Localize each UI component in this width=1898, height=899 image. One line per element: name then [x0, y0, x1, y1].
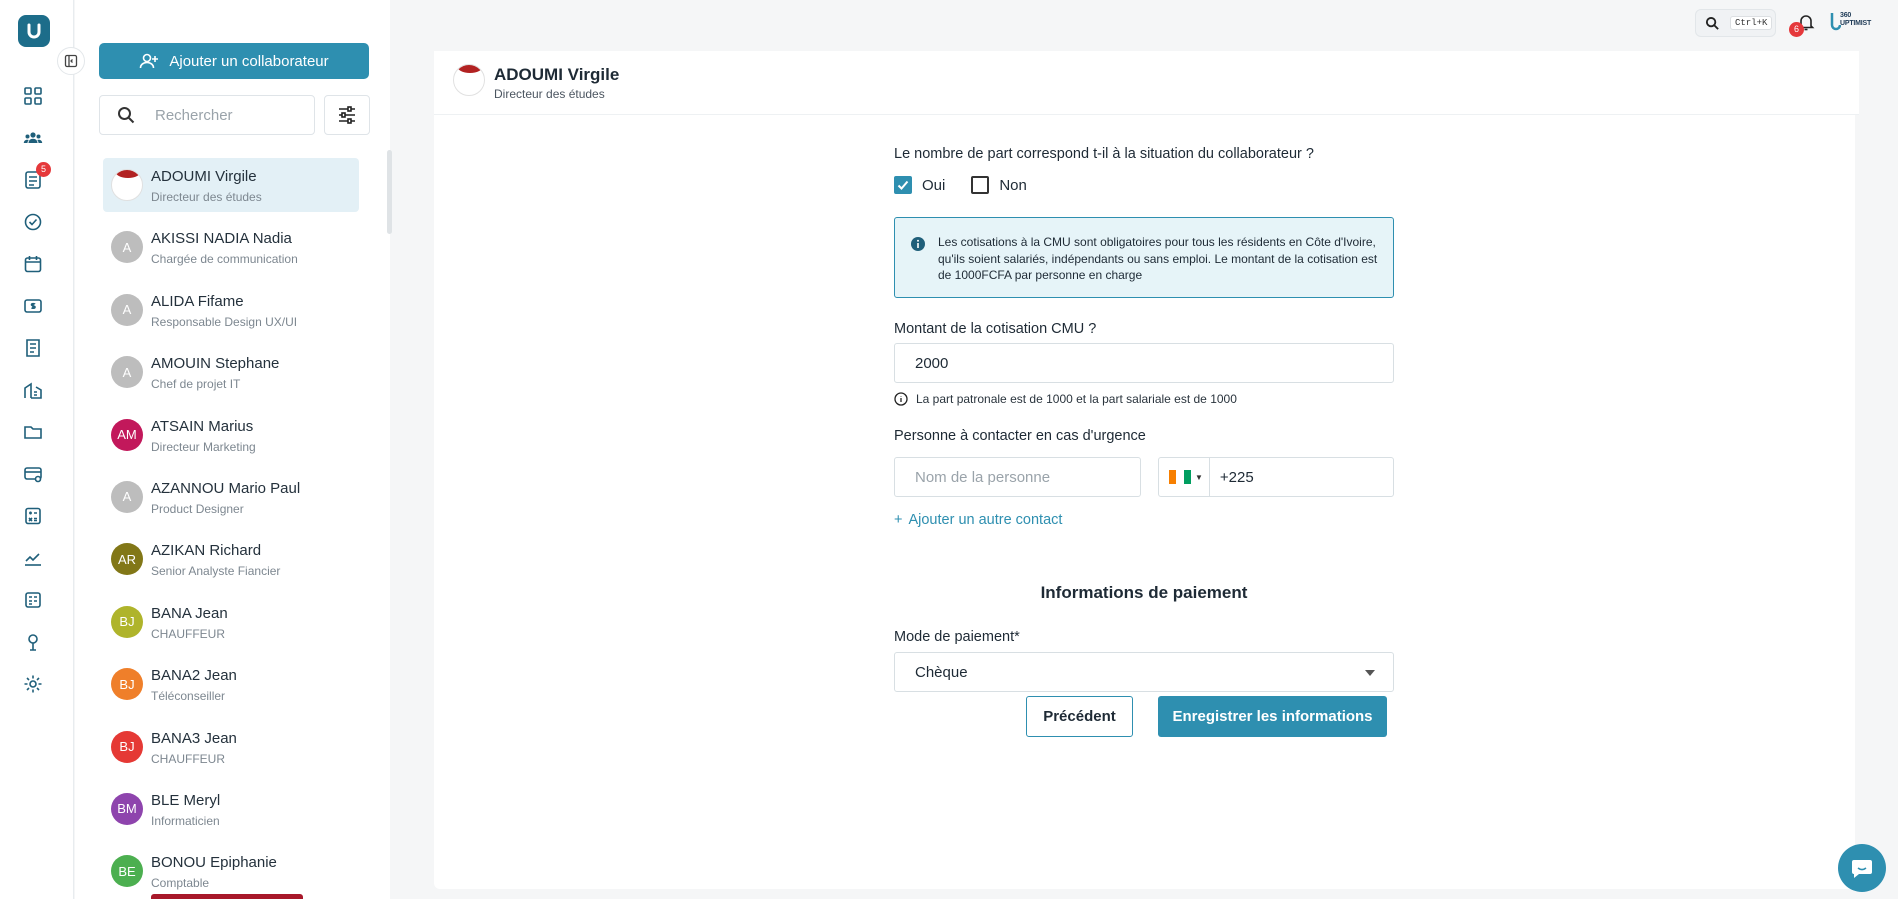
calculator-icon[interactable] [21, 504, 45, 528]
collaborator-role: Product Designer [151, 501, 244, 516]
add-contact-label: Ajouter un autre contact [908, 512, 1063, 528]
collaborator-role: CHAUFFEUR [151, 751, 225, 766]
collaborator-item[interactable] [103, 408, 359, 462]
add-contact-link[interactable] [894, 512, 1394, 528]
collaborator-role: Directeur des études [151, 190, 262, 204]
collaborator-name: AMOUIN Stephane [151, 355, 280, 373]
collaborator-form [894, 146, 1394, 692]
payment-mode-label: Mode de paiement* [894, 629, 1020, 645]
avatar: BJ [111, 606, 143, 638]
logo-icon [24, 21, 44, 41]
yes-label: Oui [922, 176, 946, 194]
collaborator-role: Téléconseiller [151, 689, 226, 704]
previous-button[interactable]: Précédent [1026, 696, 1133, 737]
collaborator-role: Informaticien [151, 813, 220, 828]
collaborator-item[interactable] [103, 657, 359, 711]
collaborator-item[interactable] [103, 345, 359, 399]
info-outline-icon [894, 392, 908, 406]
chat-icon [1850, 856, 1874, 880]
left-rail [0, 0, 74, 899]
analytics-icon[interactable] [21, 546, 45, 570]
collaborator-name: AZANNOU Mario Paul [151, 479, 301, 497]
collaborator-name: AKISSI NADIA Nadia [151, 230, 292, 248]
collaborator-name: ATSAIN Marius [151, 417, 254, 435]
emergency-contact-label: Personne à contacter en cas d'urgence [894, 428, 1146, 444]
payment-section-title: Informations de paiement [1040, 583, 1248, 602]
payroll-icon[interactable] [21, 294, 45, 318]
collaborator-item[interactable] [103, 844, 359, 898]
company-logo [1829, 11, 1872, 33]
cmu-info-text: Les cotisations à la CMU sont obligatoires pour tous les résidents en Côte d'Ivoire, qu'ils soient salariés, indépendants ou sans emploi. Le montant de la cotisation est de 1000FCFA par personne en charge [938, 235, 1378, 282]
filter-button[interactable] [324, 95, 370, 135]
avatar: BJ [111, 668, 143, 700]
yes-checkbox[interactable] [894, 176, 912, 194]
collaborator-item[interactable] [103, 470, 359, 524]
avatar: AM [111, 419, 143, 451]
avatar: A [111, 356, 143, 388]
brand-line1: 360 [1840, 12, 1852, 19]
collaborator-role: Directeur des études [494, 87, 605, 101]
cmu-hint [894, 392, 1394, 406]
check-circle-icon[interactable] [21, 210, 45, 234]
buildings-icon[interactable] [21, 378, 45, 402]
cmu-amount-input[interactable]: 2000 [894, 343, 1394, 383]
avatar: BE [111, 855, 143, 887]
shortcut-hint: Ctrl+K [1730, 16, 1772, 30]
checkmark-icon [896, 178, 910, 192]
search-icon [1705, 16, 1720, 31]
collaborator-panel [75, 0, 390, 899]
collaborator-detail-card [434, 51, 1855, 889]
add-collaborator-button[interactable] [99, 43, 369, 79]
avatar: BJ [111, 731, 143, 763]
folder-icon[interactable] [21, 420, 45, 444]
cmu-info-alert [894, 217, 1394, 298]
collaborator-item[interactable] [103, 283, 359, 337]
requests-icon[interactable] [21, 164, 46, 192]
save-button[interactable]: Enregistrer les informations [1158, 696, 1387, 737]
document-icon[interactable] [21, 336, 45, 360]
add-collaborator-label: Ajouter un collaborateur [169, 52, 329, 70]
collaborator-item[interactable] [103, 782, 359, 836]
collaborator-item[interactable] [103, 220, 359, 274]
sliders-icon [336, 104, 358, 126]
settings-icon[interactable] [21, 672, 45, 696]
search-icon [116, 105, 136, 125]
collaborator-item[interactable] [103, 532, 359, 586]
calendar-icon[interactable] [21, 252, 45, 276]
search-box [99, 95, 315, 135]
collaborator-name: ADOUMI Virgile [494, 65, 620, 84]
no-label: Non [999, 176, 1027, 194]
collaborator-role: Chef de projet IT [151, 377, 241, 392]
collaborator-item[interactable] [103, 720, 359, 774]
add-user-icon [139, 51, 159, 71]
parts-question: Le nombre de part correspond t-il à la situation du collaborateur ? [894, 146, 1314, 162]
dashboard-icon[interactable] [21, 84, 45, 108]
notification-badge: 6 [1789, 22, 1804, 37]
cmu-hint-text: La part patronale est de 1000 et la part salariale est de 1000 [916, 392, 1237, 406]
award-icon[interactable] [21, 630, 45, 654]
collaborator-name: BANA Jean [151, 604, 228, 622]
chat-button[interactable] [1838, 844, 1886, 892]
collaborator-name: BANA2 Jean [151, 667, 237, 685]
contact-name-input[interactable]: Nom de la personne [894, 457, 1141, 497]
team-icon[interactable] [21, 126, 45, 150]
collaborator-role: Responsable Design UX/UI [151, 314, 298, 329]
status-strip [151, 894, 303, 899]
card-settings-icon[interactable] [21, 462, 45, 486]
card-header [434, 51, 1859, 115]
collaborator-item[interactable] [103, 158, 359, 212]
collaborator-role: Directeur Marketing [151, 439, 256, 454]
collapse-sidebar-button[interactable] [57, 47, 85, 75]
form-actions [1026, 696, 1387, 737]
avatar: A [111, 231, 143, 263]
phone-prefix: +225 [1219, 468, 1254, 486]
emergency-contact-row [894, 457, 1394, 497]
collaborator-list [103, 158, 359, 899]
avatar: BM [111, 793, 143, 825]
no-checkbox[interactable] [971, 176, 989, 194]
sidebar-toggle-icon [64, 54, 78, 68]
avatar: A [111, 294, 143, 326]
search-input[interactable] [155, 107, 295, 124]
payment-mode-select[interactable] [894, 652, 1394, 692]
avatar [111, 169, 143, 201]
brand-line2: UPTIMIST [1840, 20, 1872, 27]
notifications-button[interactable] [1793, 13, 1817, 34]
collaborator-role: CHAUFFEUR [151, 626, 225, 641]
list-scrollbar[interactable] [387, 150, 392, 234]
ci-flag-icon[interactable] [1169, 470, 1191, 484]
payment-mode-value: Chèque [915, 663, 968, 681]
collaborator-role: Senior Analyste Fiancier [151, 564, 281, 579]
info-icon [910, 236, 926, 252]
requests-badge: 5 [36, 162, 51, 177]
collaborator-name: BANA3 Jean [151, 729, 237, 747]
collaborator-item[interactable] [103, 595, 359, 649]
collaborator-role: Comptable [151, 876, 210, 891]
avatar: AR [111, 543, 143, 575]
parts-options [894, 176, 1394, 194]
avatar [453, 64, 485, 96]
country-caret-icon: ▼ [1195, 472, 1203, 482]
avatar: A [111, 481, 143, 513]
app-logo[interactable] [18, 15, 50, 47]
collaborator-name: AZIKAN Richard [151, 542, 262, 560]
grid-report-icon[interactable] [21, 588, 45, 612]
cmu-amount-label: Montant de la cotisation CMU ? [894, 321, 1097, 337]
collaborator-role: Chargée de communication [151, 252, 298, 267]
collaborator-name: ALIDA Fifame [151, 292, 244, 310]
collaborator-name: BLE Meryl [151, 791, 221, 809]
phone-divider [1209, 457, 1210, 497]
collaborator-name: ADOUMI Virgile [151, 168, 257, 185]
plus-icon: + [894, 512, 903, 528]
brand-text [1840, 12, 1871, 28]
contact-phone-input[interactable] [1158, 457, 1394, 497]
collaborator-name: BONOU Epiphanie [151, 854, 277, 872]
chevron-down-icon [1365, 670, 1375, 676]
global-search-button[interactable] [1695, 9, 1776, 37]
